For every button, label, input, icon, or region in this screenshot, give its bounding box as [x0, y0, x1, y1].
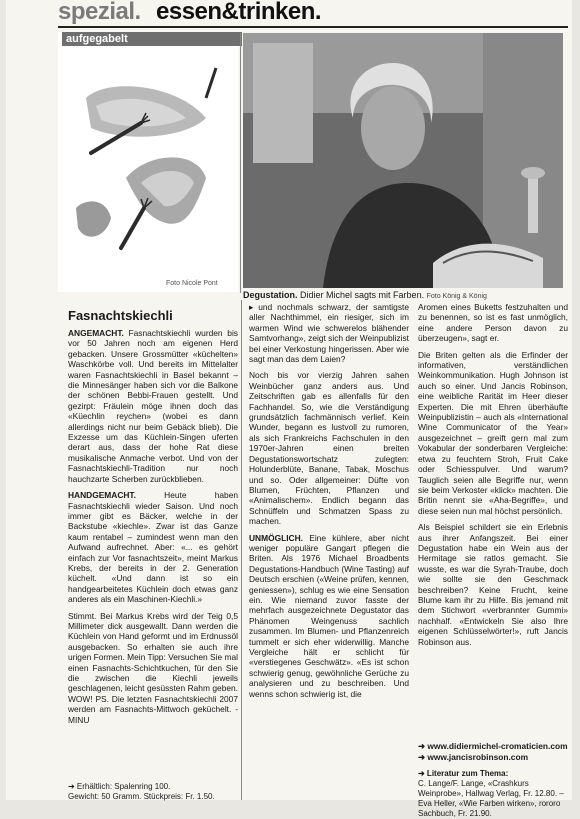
paragraph-text: Aromen eines Buketts festzuhalten und zu benennen, so ist es fast unmöglich, eine andere Person davon zu überzeugen», sagt er. [418, 302, 568, 344]
paragraph-keyword: ANGEMACHT. [68, 328, 124, 338]
web-links [418, 741, 568, 763]
literature-box [418, 769, 568, 819]
column-divider [241, 300, 242, 800]
paragraph-text: und nochmals schwarz, der samtigste aller Nachthimmel, ein riesiger, sich im warmen Wind wie schwerelos blähender Samtvorhang», zeigt sich der Weinpublizist bei einer Verkostung hingerissen. Aber wie sagt man das dem Laien? [249, 302, 409, 365]
illustration-credit: Foto Nicole Pont [166, 280, 218, 287]
paragraph-text: Fasnachtskiechli wurden bis vor 50 Jahren noch am eigenen Herd gebacken. Unsere Grossmütter «küchelten» Waschkörbe voll. Und bereits im Mittelalter waren Fasnachtskiechli in Basel bekannt – die Minnesänger haben sich vor die Balkone der schönen Bebbi-Frauen gestellt. Und gezirpt: Fräulein möge ihnen doch das «Küechlin reychen» (wobei es dann allerdings nicht nur beim Gebäck blieb). Die Exzesse um das Küchlein-Singen uferten derart aus, dass der hohe Rat diese musikalische Anmache verbot. Und von der Fasnachtskiechli-Tradition nur noch hauchzarte Scherben zurückblieben. [68, 328, 238, 484]
paragraph-text: Heute haben Fasnachtskiechli wieder Saison. Und noch immer gibt es Bäcker, welche in der Backstube «kiechle». Zwar ist das Ganze kaum rentabel – zumindest wenn man den Aufwand aufrechnet. Aber: «... es gehört einfach zur Vor fasnachtszeit», meint Markus Krebs, der bereits in der 2. Generation küchelt. «Und dann ist so ein handgearbeitetes Küchlein doch etwas ganz anderes als ein Maschinen-Kiechli.» [68, 490, 239, 605]
caption-text: Didier Michel sagts mit Farben. [300, 290, 425, 300]
info-box [68, 782, 246, 802]
info-line: ➜ Erhältlich: Spalenring 100. [68, 782, 171, 791]
photo-credit: Foto König & König [426, 293, 487, 300]
photo-caption [243, 290, 563, 300]
paragraph-text: Die Briten gelten als die Erfinder der informativen, verständlichen Weinkommunikation. Hugh Johnson ist auch so einer. Und Jancis Robinson, eine weibliche Rarität im Heer dieser Experten. Die mit Ehren überhäufte Weinpublizistin – auch als «International Wine Communicator of the Year» ausgezeichnet – greift gern mal zum Vokabular der sonderbaren Vergleiche: etwa zu feuchtem Stroh, Fruit Cake oder Schiesspulver. Und warum? Tauglich seien alle Begriffe nur, wenn sie beim Verkoster «klick» machten. Die Britin nennt sie «Aha-Begriffe», und diese seien nun mal höchst persönlich. [418, 349, 568, 516]
paragraph-text: Noch bis vor vierzig Jahren sahen Weinbücher ganz anders aus. Und Zeitschriften gab es allenfalls für den Fachhandel. So, wie die Verständigung grundsätzlich fachmännisch verlief. Kein Wunder, begann es lustvoll zu rumoren, als sich Frankreichs Fachschulen in den 1970er-Jahren einen breiten Degustationswortschatz zulegten: Holunderblüte, Banane, Tabak, Moschus und so. Oder allgemeiner: Düfte von Blumen, Früchten, Pflanzen und «Animalischem». Endlich begann das Schnüffeln und Schmatzen Spass zu machen. [249, 370, 409, 527]
article-column-3 [418, 302, 568, 653]
paragraph-keyword: HANDGEMACHT. [68, 490, 136, 501]
brand-label: spezial. [58, 0, 141, 25]
kicker-label: aufgegabelt [62, 32, 242, 46]
paragraph-text: Eine kühlere, aber nicht weniger populäre Gangart pflegen die Briten. Als 1976 Michael Broadbents Degustations-Handbuch (Wine Tasting) auf Deutsch erschien («Weine prüfen, kennen, geniessen»), schlug es wie eine Sensation ein. Wie niemand zuvor fasste der mehrfach ausgezeichnete Degustator das Phänomen Weingenuss sachlich zusammen. Im Blumen- und Pflanzenreich tummelt er sich eher widerwillig. Manche Vergleiche hält er schlicht für «verstiegenes Geschwätz». «Es ist schon schwierig genug, gewöhnliche Gerüche zu analysieren und zu beschreiben. Und wenns schon schwierig ist, die [249, 532, 410, 699]
article-title: Fasnachtskiechli [68, 308, 173, 323]
author-sign: -MINU [68, 704, 239, 725]
caption-bold: Degustation. [243, 290, 298, 300]
header-rule [58, 26, 568, 28]
section-label: essen&trinken. [156, 0, 322, 25]
kiechli-illustration [66, 58, 236, 268]
paragraph-keyword: UNMÖGLICH. [249, 532, 303, 543]
paragraph-text: Stimmt. Bei Markus Krebs wird der Teig 0,5 Millimeter dick ausgewallt. Dann werden die Küchlein von Hand geformt und im Erdnussöl ausgebacken. So erhalten sie auch ihre urigen Formen. Mein Tipp: Versuchen Sie mal einen Fasnachts-Schichtkuchen, für den Sie die zwischen die Kiechli jeweils geschlagenen, leicht gesüssten Rahm geben. WOW! PS. Die letzten Fasnachtskiechli 2007 werden am Fasnachts-Mittwoch geküchelt. [68, 610, 238, 715]
article-column-2: ▸ und nochmals schwarz, der samtigste aller Nachthimmel, ein riesiger, sich im warmen Wind wie schwerelos blähender Samtvorhang», zeigt sich der Weinpublizist bei einer Verkostung hingerissen. Aber wie sagt man das dem Laien? Noch bis vor vierzig Jahren sahen Weinbücher ganz anders aus. Und Zeitschriften gab es allenfalls für den Fachhandel. So, wie die Verständigung grundsätzlich fachmännisch verlief. Kein Wunder, begann es lustvoll zu rumoren, als sich Frankreichs Fachschulen in den 1970er-Jahren einen breiten Degustationswortschatz zulegten: Holunderblüte, Banane, Tabak, Moschus und so. Oder allgemeiner: Düfte von Blumen, Früchten, Pflanzen und «Animalischem». Endlich begann das Schnüffeln und Schmatzen Spass zu machen. UNMÖGLICH. Eine kühlere, aber nicht weniger populäre Gangart pflegen die Briten. Als 1976 Michael Broadbents Degustations-Handbuch (Wine Tasting) auf Deutsch erschien («Weine prüfen, kennen, geniessen»), schlug es wie eine Sensation ein. Wie niemand zuvor fasste der mehrfach ausgezeichnete Degustator das Phänomen Weingenuss sachlich zusammen. Im Blumen- und Pflanzenreich tummelt er sich eher widerwillig. Manche Vergleiche hält er schlicht für «verstiegenes Geschwätz». «Es ist schon schwierig genug, gewöhnliche Gerüche zu analysieren und zu beschreiben. Und wenns schon schwierig ist, die [249, 302, 410, 699]
literature-heading: ➜ Literatur zum Thema: [418, 769, 509, 778]
info-line: Gewicht: 50 Gramm. Stückpreis: Fr. 1.50. [68, 792, 215, 801]
literature-text: C. Lange/F. Lange, «Crashkurs Weinprobe», Hallwag Verlag, Fr. 12.80. – Eva Heller, «Wie Farben wirken», rororo Sachbuch, Fr. 21.90. [418, 779, 564, 818]
portrait-photo [243, 33, 563, 288]
article-column-1 [68, 328, 238, 725]
newspaper-page [6, 0, 572, 818]
web-link[interactable]: ➜ www.jancisrobinson.com [418, 752, 529, 762]
web-link[interactable]: ➜ www.didiermichel-cromaticien.com [418, 741, 568, 751]
column-divider [240, 33, 241, 293]
paragraph-text: Als Beispiel schildert sie ein Erlebnis aus ihrer Anfangszeit. Bei einer Degustation habe ein Wein aus der Hermitage sie ratlos gemacht. Sie wusste, es war die Syrah-Traube, doch wie sollte sie den Geschmack beschreiben? Keine Frucht, keine Blume kam ihr zu Hilfe. Bis jemand mit dem Stichwort «verbrannter Gummi» nachhalf. «Entwickeln Sie also Ihre eigenen Schlüsselwörter!», ruft Jancis Robinson aus. [418, 522, 568, 647]
